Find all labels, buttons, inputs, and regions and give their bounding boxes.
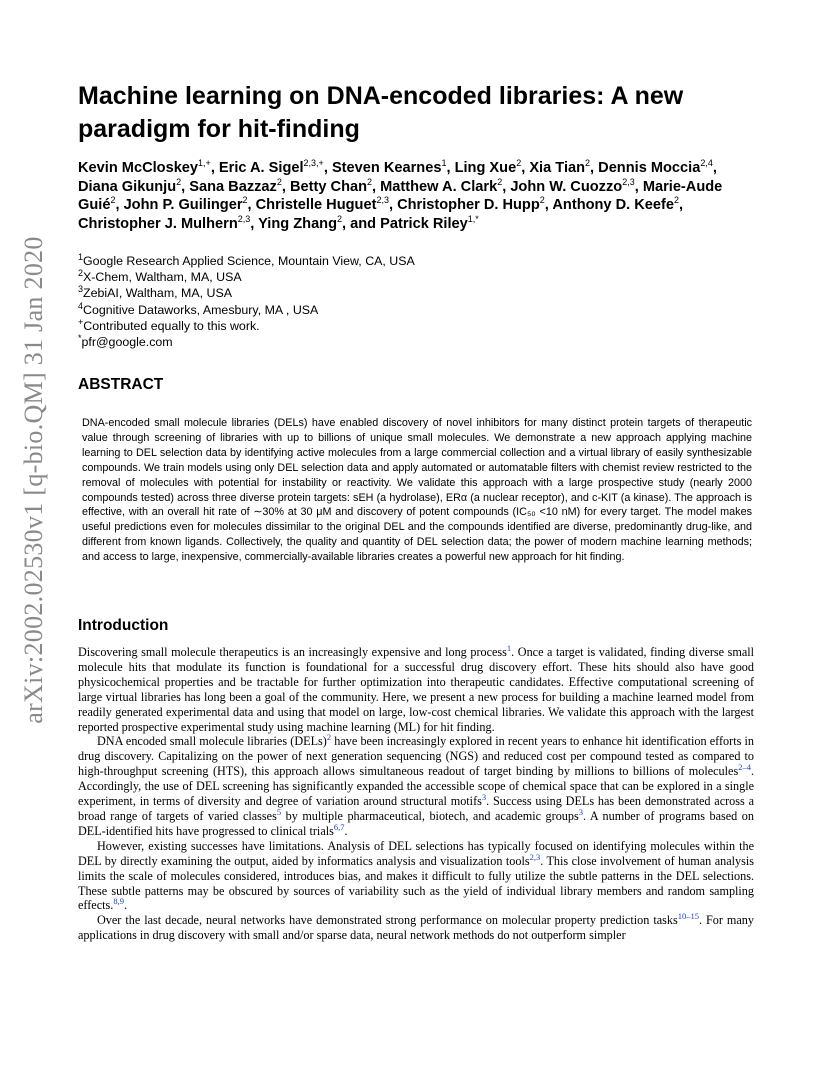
affiliation-marker: 1 [78, 251, 84, 262]
abstract-text: DNA-encoded small molecule libraries (DELs) have enabled discovery of novel inhibitors for many distinct protein targets of therapeutic value through screening of libraries with up to billions of unique small molecules. We demonstrate a new approach applying machine learning to DEL selection data by identifying active molecules from a large commercial collection and a virtual library of easily synthesizable compounds. We train models using only DEL selection data and apply automated or automatable filters with chemist review restricted to the removal of molecules with potential for instability or reactivity. We validate this approach with a large prospective study (nearly 2000 compounds tested) across three diverse protein targets: sEH (a hydrolase), ERα (a nuclear receptor), and c-KIT (a kinase). The approach is effective, with an overall hit rate of ∼30% at 30 μM and discovery of potent compounds (IC₅₀ <10 nM) for every target. The model makes useful predictions even for molecules dissimilar to the original DEL and the compounds identified are diverse, predominantly drug-like, and different from known ligands. Collectively, the quality and quantity of DEL selection data; the power of modern machine learning methods; and access to large, inexpensive, commercially-available libraries creates a powerful new approach for hit finding. [82, 417, 752, 564]
affiliation-line [78, 334, 754, 350]
paragraph-text: . [344, 823, 348, 838]
author-affiliation-marker: 2 [337, 213, 343, 224]
author-affiliation-marker: 2,3 [237, 213, 251, 224]
author-affiliation-marker: 1,+ [198, 158, 211, 169]
author-name: Kevin McCloskey [78, 160, 199, 176]
paragraph-text: by multiple pharmaceutical, biotech, and academic groups [281, 808, 579, 823]
affiliation-line [78, 285, 754, 301]
citation-link[interactable]: 2–4 [738, 762, 751, 773]
affiliation-marker: 3 [78, 284, 84, 295]
affiliation-line [78, 269, 754, 285]
author-affiliation-marker: 2 [176, 176, 182, 187]
author-name: Anthony D. Keefe [552, 197, 674, 213]
intro-paragraph [78, 913, 754, 943]
paragraph-text: . [123, 898, 127, 913]
author-name: Matthew A. Clark [380, 178, 498, 195]
paragraph-text: Over the last decade, neural networks have demonstrated strong performance on molecular property prediction tasks [97, 913, 678, 928]
author-affiliation-marker: 2 [242, 195, 248, 206]
author-name: Marie-Aude Guié [78, 178, 723, 213]
paragraph-text: . This close involvement of human analysis limits the scale of molecules considered, introduces bias, and makes it difficult to fully utilize the subtle patterns in the DEL selections. These subtle patterns may be obscured by sources of variability such as the yield of individual library members and random sampling effects. [78, 853, 754, 913]
author-name: Christopher J. Mulhern [78, 215, 238, 232]
citation-link[interactable]: 5 [276, 806, 282, 817]
introduction-heading: Introduction [78, 617, 169, 634]
citation-link[interactable]: 10–15 [677, 911, 699, 922]
paragraph-text: DNA encoded small molecule libraries (DELs) [97, 734, 327, 749]
affiliation-text: ZebiAI, Waltham, MA, USA [83, 286, 232, 301]
author-name: John P. Guilinger [123, 197, 243, 213]
citation-link[interactable]: 2 [326, 732, 332, 743]
affiliation-marker: 2 [78, 268, 84, 279]
intro-paragraph [78, 839, 754, 914]
author-affiliation-marker: 2 [539, 195, 545, 206]
author-name: Christopher D. Hupp [397, 197, 540, 213]
author-affiliation-marker: 2 [497, 176, 503, 187]
paragraph-text: . A number of programs based on DEL-identified hits have progressed to clinical trials [78, 808, 754, 838]
author-affiliation-marker: 2,3 [376, 195, 389, 206]
author-name: Dennis Moccia [598, 160, 701, 176]
author-affiliation-marker: 2 [585, 158, 591, 169]
author-name: Xia Tian [529, 160, 586, 176]
author-name: Ling Xue [454, 160, 517, 176]
affiliation-marker: + [78, 316, 84, 327]
author-name: John W. Cuozzo [510, 178, 623, 195]
author-name: Steven Kearnes [331, 160, 442, 176]
paragraph-text: have been increasingly explored in recent years to enhance hit identification efforts in drug discovery. Capitalizing on the power of next generation sequencing (NGS) and reduced cost per compound tested as compared to high-throughput screening (HTS), this approach allows simultaneous readout of target binding by millions to billions of molecules [78, 734, 754, 779]
paragraph-text: . Accordingly, the use of DEL screening has significantly expanded the accessible scope of chemical space that can be explored in a single experiment, in terms of diversity and degree of variation around structural motifs [78, 764, 754, 809]
introduction-body [78, 642, 755, 943]
affiliation-text: Cognitive Dataworks, Amesbury, MA , USA [83, 302, 319, 317]
author-affiliation-marker: 2 [516, 158, 522, 169]
affiliation-marker: * [78, 332, 82, 343]
paragraph-text: However, existing successes have limitations. Analysis of DEL selections has typically focused on identifying molecules within the DEL by directly examining the output, aided by informatics analysis and visualization tools [78, 838, 754, 868]
citation-link[interactable]: 3 [481, 792, 487, 802]
author-name: Diana Gikunju [78, 178, 177, 195]
affiliation-text: pfr@google.com [81, 335, 173, 350]
affiliation-marker: 4 [78, 300, 84, 311]
arxiv-identifier: arXiv:2002.02530v1 [q-bio.QM] 31 Jan 2020 [19, 236, 48, 724]
author-affiliation-marker: 1 [441, 158, 447, 169]
author-name: Sana Bazzaz [189, 178, 277, 195]
arxiv-sidebar [14, 150, 54, 810]
affiliation-list [78, 253, 754, 350]
author-name: Eric A. Sigel [218, 160, 304, 176]
paragraph-text: . Success using DELs has been demonstrated across a broad range of targets of varied classes [78, 794, 754, 823]
author-affiliation-marker: 2 [674, 195, 680, 206]
citation-link[interactable]: 6,7 [333, 821, 345, 832]
paragraph-text: . Once a target is validated, finding diverse small molecule hits that modulate its function is foundational for a successful drug discovery effort. These hits should also have good physicochemical properties and be tractable for further optimization into therapeutic candidates. Effective computational screening of large virtual libraries has long been a goal of the community. Here, we present a new process for building a machine learned model from readily generated experimental data and using that model on large, low-cost chemical libraries. We validate this approach with the largest reported prospective experimental study using machine learning (ML) for hit finding. [78, 645, 755, 734]
author-list: Kevin McCloskey$^{1,+}$, Eric A. Sigel$^{2,3,+}$, Steven Kearnes$^1$, Ling Xue$^2$, Xia Tian$^2$, Dennis Moccia$^{2,4}$, Diana Gikunju$^2$, Sana Bazzaz$^2$, Betty Chan$^2$, Matthew A. Clark$^2$, John W. Cuozzo$^{2,3}$, Marie-Aude Guié$^2$, John P. Guilinger$^2$, Christelle Huguet$^{2,3}$, Christopher D. Hupp$^2$, Anthony D. Keefe$^2$, Christopher J. Mulhern$^{2,3}$, Ying Zhang$^2$, and Patrick Riley$^{1,*}$ [78, 158, 723, 232]
author-affiliation-marker: 2 [110, 195, 116, 206]
paragraph-text: . For many applications in drug discovery with small and/or sparse data, neural network methods do not outperform simpler [78, 913, 754, 943]
citation-link[interactable]: 8,9 [113, 896, 124, 907]
author-affiliation-marker: 2,4 [700, 158, 713, 169]
author-affiliation-marker: 2 [276, 176, 282, 187]
author-affiliation-marker: 2 [367, 176, 373, 187]
author-affiliation-marker: 2,3,+ [303, 158, 324, 169]
affiliation-line [78, 253, 754, 269]
author-name: Christelle Huguet [255, 197, 377, 213]
affiliation-text: Google Research Applied Science, Mountain View, CA, USA [83, 254, 415, 268]
paper-title: Machine learning on DNA-encoded libraries: A new paradigm for hit-finding [78, 82, 684, 143]
affiliation-line [78, 318, 754, 334]
abstract-heading: ABSTRACT [78, 376, 164, 393]
author-name: Patrick Riley [380, 215, 468, 232]
affiliation-line [78, 302, 754, 318]
affiliation-text: X-Chem, Waltham, MA, USA [83, 270, 242, 285]
intro-paragraph [78, 642, 755, 734]
citation-link[interactable]: 1 [506, 642, 512, 653]
paragraph-text: Discovering small molecule therapeutics is an increasingly expensive and long process [78, 645, 507, 659]
author-affiliation-marker: 2,3 [622, 176, 635, 187]
author-name: Ying Zhang [258, 215, 338, 232]
author-affiliation-marker: 1,* [467, 213, 479, 224]
citation-link[interactable]: 2,3 [529, 851, 541, 862]
intro-paragraph [78, 734, 754, 838]
citation-link[interactable]: 3 [578, 806, 583, 817]
affiliation-text: Contributed equally to this work. [83, 318, 260, 333]
author-name: Betty Chan [289, 178, 368, 195]
